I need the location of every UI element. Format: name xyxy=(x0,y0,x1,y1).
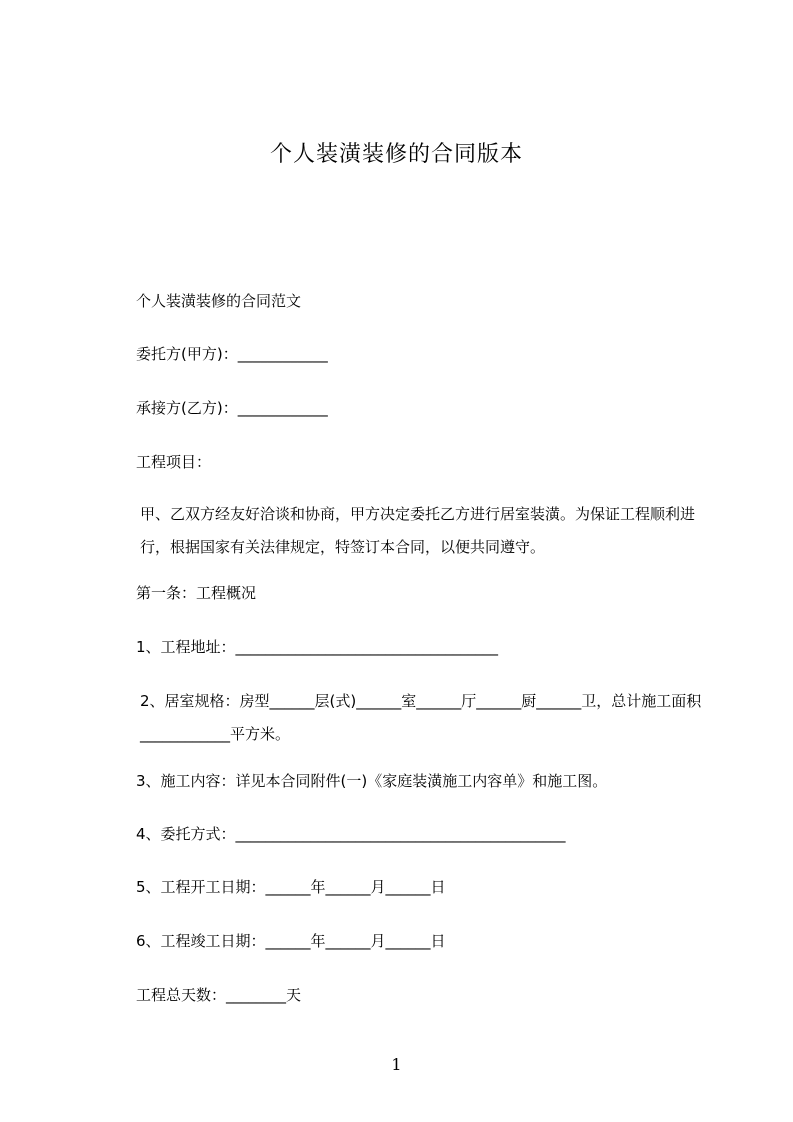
construction-content-line: 3、施工内容：详见本合同附件(一)《家庭装潢施工内容单》和施工图。 xyxy=(136,772,608,790)
project-line: 工程项目： xyxy=(136,453,212,471)
room-spec-text: 2、居室规格：房型______层(式)______室______厅______厨______卫，总计施工面积____________平方米。 xyxy=(140,692,702,743)
completion-date-line: 6、工程竣工日期：______年______月______日 xyxy=(136,932,446,950)
subtitle-line: 个人装潢装修的合同范文 xyxy=(136,292,302,310)
total-days-line: 工程总天数：________天 xyxy=(136,986,302,1004)
intro-paragraph xyxy=(112,498,712,564)
contractor-party-line: 承接方(乙方)：____________ xyxy=(136,399,328,417)
document-title: 个人装潢装修的合同版本 xyxy=(269,142,523,167)
start-date-line: 5、工程开工日期：______年______月______日 xyxy=(136,878,446,896)
room-spec-paragraph xyxy=(112,685,712,751)
client-party-line: 委托方(甲方)：____________ xyxy=(136,345,328,363)
article-one-heading: 第一条：工程概况 xyxy=(136,584,257,602)
page-number: 1 xyxy=(391,1055,402,1074)
intro-paragraph-text: 甲、乙双方经友好洽谈和协商，甲方决定委托乙方进行居室装潢。为保证工程顺利进行，根据国家有关法律规定，特签订本合同，以便共同遵守。 xyxy=(140,505,696,556)
project-address-line: 1、工程地址：___________________________________ xyxy=(136,638,499,656)
commission-method-line: 4、委托方式：____________________________________________ xyxy=(136,825,566,843)
